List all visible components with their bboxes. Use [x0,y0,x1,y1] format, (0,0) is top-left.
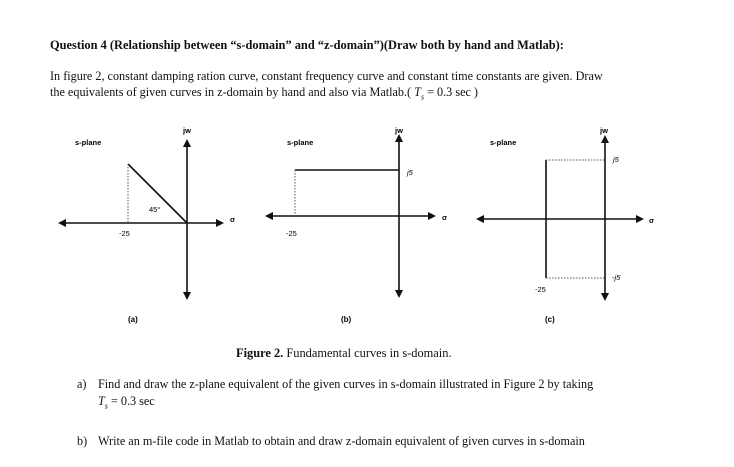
panel-c-plane-label: s-plane [490,138,517,147]
figure-caption [236,346,452,361]
panel-b-y-tick: j5 [407,168,413,177]
task-b-label: b) [77,434,88,448]
panel-a [60,126,235,324]
panel-b-sigma-label: σ [442,213,448,222]
panel-b-jw-label: jw [395,126,403,135]
task-a-ts-symbol: T [98,394,105,408]
task-b [77,434,585,449]
panel-c-y-tick-bottom: -j5 [612,273,621,282]
panel-c-jw-label: jw [600,126,608,135]
panel-c [478,126,654,324]
panel-c-label: (c) [545,315,555,324]
panel-a-jw-label: jw [183,126,191,135]
intro-ts-value: = 0.3 sec ) [424,85,478,99]
panel-b-label: (b) [341,315,352,324]
question-heading: Question 4 (Relationship between “s-domain” and “z-domain”)(Draw both by hand and Matlab): [50,38,564,52]
panel-b-x-tick: -25 [286,229,297,238]
caption-text: Fundamental curves in s-domain. [283,346,452,360]
task-a-text: Find and draw the z-plane equivalent of the given curves in s-domain illustrated in Figure 2 by taking [98,377,594,391]
task-a-ts [98,393,707,414]
intro-line-2-text: the equivalents of given curves in z-domain by hand and also via Matlab.( [50,85,412,99]
panel-c-y-tick-top: j5 [613,155,619,164]
task-a-ts-value: = 0.3 sec [107,394,155,408]
panel-a-sigma-label: σ [230,215,236,224]
panel-a-x-tick: -25 [119,229,130,238]
caption-label: Figure 2. [236,346,284,360]
panel-b-plane-label: s-plane [287,138,314,147]
panel-b [267,126,447,324]
panel-a-plane-label: s-plane [75,138,102,147]
intro-ts-symbol: T [414,85,421,99]
panel-c-x-tick: -25 [535,285,546,294]
task-a-ts-subscript: s [104,401,108,411]
intro-line-1: In figure 2, constant damping ration curve, constant frequency curve and constant time constants are given. Draw [50,69,603,83]
panel-a-angle-label: 45° [149,205,161,214]
panel-a-label: (a) [128,315,138,324]
task-a-label: a) [77,377,87,391]
task-b-text: Write an m-file code in Matlab to obtain and draw z-domain equivalent of given curves in s-domain [98,434,585,448]
panel-c-sigma-label: σ [649,216,655,225]
panel-a-damping-line [128,164,187,223]
task-a [77,376,707,414]
intro-ts-subscript: s [420,92,425,102]
